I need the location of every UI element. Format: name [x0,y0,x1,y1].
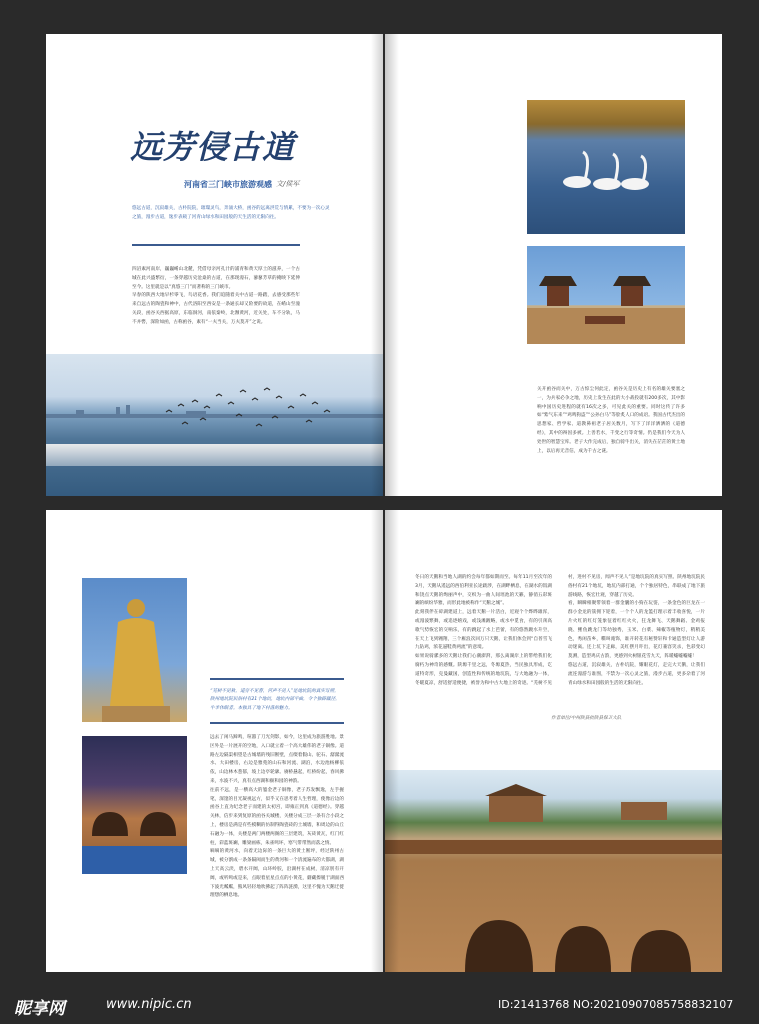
spread1-left-page [46,34,383,496]
swans-photo [527,100,685,234]
body-text: 冬日的天鹅和当地人湖的约会每年都如期而至。每年11月至次年的3月，天鹅从遥远的西伯利亚长途跋涉，在湖畔栖息，在湖水的饭湖和饶点天鹅的绚丽声中，交织为一曲人间瑶池的天籁，静俏五彩斑斓的缤纷华雅，而形此地被称作“天鹅之城”。 此刻我伴在碎湖建道上，远着天鹅一片活白，近观个个烨晔雄浑，或漫波繁舞，或追逐嬉戏，或浅滩踱略，或水中觅食，有的引颈高歌气势恢宏的交响乐，有的跳起了水上芭蕾，有的悠然踱水升空，在天上飞到翱翔，三个雁浪次回万只天鹅，让我们体会到“自普雪飞九钻鸡，浓花逼鞋黄两流”的意境。 如果说骑骡多的天鹅让我们心潮澎湃，那么离湖岸上的带给我们化腐朽为神奇的感慨。陕塬千里之远，冬塬夏热，当民独具形成，讫道特奇形，克曼藏国，创造性和传统的地坑院，与大地融为一体，冬暖夏凉，舒适舒适便捷，被誉为和中古大地上的奇迹。“芜树不见村，进村不见房，闻声不见人”是地坑院的真实写照。陕州地坑院民俗村有21个地坑，地坑内部打通，个个独居特色，串联成了地下旅游线路，恢宏壮观，穿越了历史。 看，瞬瞬相聚带领着一群金囊的小狗在玩耍，一条金色的巨龙在一群小金龙的簇拥下迎着，一个个人的龙篮打理示着丰收喜悦，一片片火红的红灯笼象征着红红火火，狂龙舞飞、天鹅舞蹈、金鸡报晓、鲤鱼跳龙门等幼独秀，玉米、白菜、辣椒等植物灯，稍稍美色，秀闲苗乡，嘶叫淹饰，谁开转花有秘赞轩和卡通造型灯让人游动迷离。还上坑下走廊，美红摆月吓出，花灯兼容笑杀，色彩变幻莫测，造型鸡庆古韵，更感到火树银花雪九天，阵暖嘘嘘嘘嘘！ 悠远古道，沉寂雄关，古朴坑院，耀眼花灯，走完大天鹅，让我们流连漫游与谁图，不禁为一次心灵之旅，漫步古道，更多杂着了河青山绿水和田园般的生活的无限向往。 [415,575,705,686]
article-subtitle: 河南省三门峡市旅游观感 [184,180,272,189]
courtyard-icon [385,770,722,972]
divider-rule [210,678,344,680]
sunken-courtyard-photo [385,770,722,972]
gutter-shadow [371,510,383,972]
body-text: 四沼素河南岸，巍巍崤山北麓，凭借母亲河孔汁的浦青和黄天厚土的滋养，一个古城在此兴盛繁衍，一条穿越历史沧桑的古道，在那现漫石，蓼蓼芳草的掩映下延伸至今。这里就是以“真悠三门”而著称的三门峡市。 早春的陕西大地早杉零飞，鸟语花香。我们追随着关中古道一路踏，去感受那些年来自远古的陶瓷和神中，古代洛阳至西安是一条通长却又险要的故道，在崤山至潼关段，函谷关西据高原，东临洞河，南依秦岭，北濒黄河，近关处，车不分轨，马不并辔，深险如函，古称函谷，素有“一夫当关，万夫莫开”之说。 [132,267,300,325]
lake-swans-photo [46,354,383,496]
body-text: 关开函谷而关中，万古惊尘何此定，函谷关是历史上有名的雄关要塞之一，为兵家必争之地，历史上发生在此的大小战役就有200多次，其中影响中国历史进程的就有16次之多，可见此关的重要。同时这传了许多如“紫气东来”“鸡鸣狗盗”“公孙白马”等脍炙人口的成语。我国古代杰出的思想家、哲学家、道教鼻祖老子居关数月，写下了洋洋洒洒的《道德经》，其中的辩因多被。上善若水，千变之行等奇情。仍是我们今天为人处世的智慧宝库。老子大作完成后，独自骑牛出关，消失在茫茫的黄土地上，以后再无音信，成为千古之谜。 [537,387,685,454]
flying-birds-icon [156,382,346,442]
watermark-id: ID:21413768 NO:20210907085758832107 [498,998,734,1011]
swan-icon [527,100,685,234]
gutter-shadow [385,34,399,496]
laozi-statue-photo [82,578,187,722]
cave-dwelling-lights-photo [82,736,187,874]
pull-quote: “芜树不见秋，道旁不见春，河声不见人”是地坑院的真实写照，陕州地坑院民俗村有21个地坑，地坑内部平曲，令个独辟蹊径，牛羊休眠者。本独具了地下村落的魅力。 [210,689,340,711]
intro-paragraph: 悠远古道，沉寂雄关，古朴院院，璀璨灵鸟，奔涌大桥，函谷的远离洪荒与情累，不要为一次心灵之旅，漫步古道，逸步表载了河青山绿水和田园般的天生活的无限向往。 [132,206,330,220]
statue-icon [82,578,187,722]
divider-rule [132,244,300,246]
spread2-left-page [46,510,383,972]
gutter-shadow [385,510,399,972]
author-affiliation: 作者单位/中州陕县抗陕县保卫大队 [551,716,622,721]
arch-icon [82,736,187,874]
gutter-shadow [371,34,383,496]
spread2-right-page [385,510,722,972]
divider-rule [210,722,344,724]
spread1-right-page [385,34,722,496]
pavilion-gate-photo [527,246,685,344]
pavilion-icon [527,246,685,344]
article-title: 远芳侵古道 [130,128,296,166]
author-byline: 文/侯军 [276,180,300,188]
swan-flock-shore [46,444,383,466]
watermark-url: www.nipic.cn [106,997,192,1012]
body-text: 远去了闲马蹄鸣，喧嚣了刀光剑影，如今，这里成为旅游胜地。景区外是一片展开的空地，入口就立着一个高大雄伟的老子铜像。道路左边隔渠相望是古城墙的残旧断壁，点缀着假山、驼石、潺潺流水、大田楼房，右边是雅苑的山石和河流、湖泊，水边池杨柳依依，山边林木葱郁，坡上边亭轮廓。赓桥悬起，红桥纷起，春风拂来，水波不兴，真有点西湖和颐和园的神韵。 往前不远，是一横高大的鎏金老子铜像，老子苏发飘逸，左手握笔，深邃的目光凝视远方，似乎又在思考着人生哲理，使像后边的函谷上直为纪念老子而建的太初宫，即雍正到真《道德经》。穿越关林，信步来到复原的函谷关城楼，关楼分成三层一条有合小段之上，楼房是满是有些模糊的仿制得陶瓷砖的土城墙，和周边的山丘石融为一体，关楼是两门两楼两阁的三层建筑，灰砖黄瓦，红门红柱，彩蓝斑斓，雕梁画栋，朱雀鸣坏，寒气带带然而落之情。 嘀嘀的黄河水，向着无边际的一条巨大的黄土断坪，经过陕州古城，被分割成一条条隔阂而生的黄河和一个清流遍布的大都湖，湖上天高云淡，碧水开阔，山环岭胶，沿湖村在成树，清凉别有开阔，或听鸣或是来，点眼着星星点点的小黄花，蘑藏擦履于湖面西下波光粼粼，熊风轻轻地吹拂起了阵阵涟漪，这里不愧为天鹅迁徙理想的栖息地。 [210,735,344,899]
watermark-brand: 昵享网 [14,999,65,1019]
